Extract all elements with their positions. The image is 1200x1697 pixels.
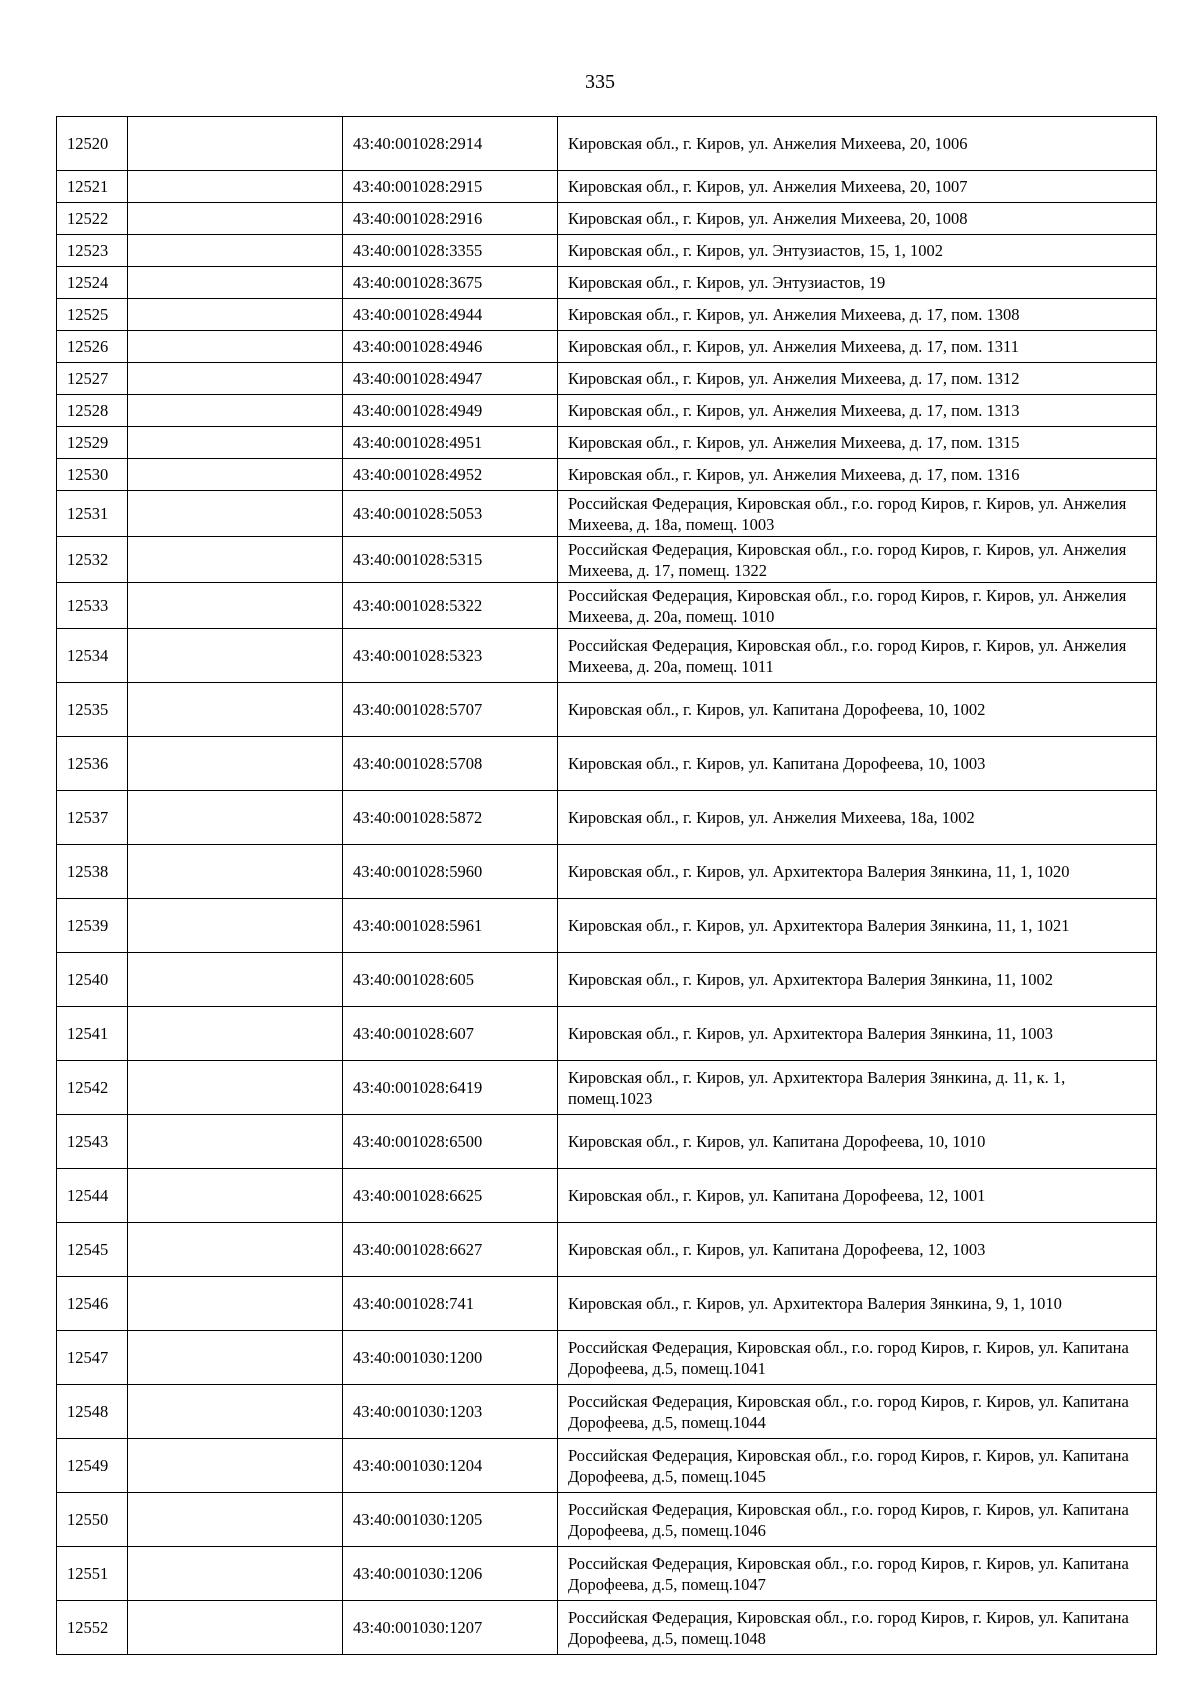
table-row: [57, 171, 1157, 203]
row-number: 12539: [57, 899, 128, 953]
table-row: [57, 1439, 1157, 1493]
table-row: [57, 459, 1157, 491]
table-row: [57, 737, 1157, 791]
address: Российская Федерация, Кировская обл., г.о. город Киров, г. Киров, ул. Капитана Дорофеева, д.5, помещ.1048: [558, 1601, 1157, 1655]
cadastral-number: 43:40:001030:1207: [343, 1601, 558, 1655]
cadastral-number: 43:40:001028:5323: [343, 629, 558, 683]
cadastral-number: 43:40:001030:1206: [343, 1547, 558, 1601]
owner-cell: [128, 953, 343, 1007]
table-row: [57, 1493, 1157, 1547]
cadastral-number: 43:40:001028:6625: [343, 1169, 558, 1223]
table-row: [57, 845, 1157, 899]
row-number: 12543: [57, 1115, 128, 1169]
table-row: [57, 683, 1157, 737]
owner-cell: [128, 537, 343, 583]
address: Кировская обл., г. Киров, ул. Капитана Дорофеева, 10, 1010: [558, 1115, 1157, 1169]
owner-cell: [128, 203, 343, 235]
address: Кировская обл., г. Киров, ул. Анжелия Михеева, д. 17, пом. 1312: [558, 363, 1157, 395]
table-row: [57, 491, 1157, 537]
address: Кировская обл., г. Киров, ул. Анжелия Михеева, д. 17, пом. 1316: [558, 459, 1157, 491]
table-row: [57, 899, 1157, 953]
owner-cell: [128, 1061, 343, 1115]
address: Кировская обл., г. Киров, ул. Анжелия Михеева, 20, 1007: [558, 171, 1157, 203]
address: Кировская обл., г. Киров, ул. Капитана Дорофеева, 12, 1001: [558, 1169, 1157, 1223]
owner-cell: [128, 1547, 343, 1601]
cadastral-number: 43:40:001030:1203: [343, 1385, 558, 1439]
cadastral-number: 43:40:001028:607: [343, 1007, 558, 1061]
row-number: 12529: [57, 427, 128, 459]
owner-cell: [128, 395, 343, 427]
row-number: 12547: [57, 1331, 128, 1385]
owner-cell: [128, 235, 343, 267]
owner-cell: [128, 1385, 343, 1439]
owner-cell: [128, 299, 343, 331]
row-number: 12550: [57, 1493, 128, 1547]
owner-cell: [128, 1493, 343, 1547]
row-number: 12526: [57, 331, 128, 363]
address: Российская Федерация, Кировская обл., г.о. город Киров, г. Киров, ул. Анжелия Михеева, д. 18а, помещ. 1003: [558, 491, 1157, 537]
registry-body: [57, 117, 1157, 1655]
address: Российская Федерация, Кировская обл., г.о. город Киров, г. Киров, ул. Капитана Дорофеева, д.5, помещ.1045: [558, 1439, 1157, 1493]
row-number: 12534: [57, 629, 128, 683]
row-number: 12520: [57, 117, 128, 171]
owner-cell: [128, 737, 343, 791]
table-row: [57, 583, 1157, 629]
address: Российская Федерация, Кировская обл., г.о. город Киров, г. Киров, ул. Анжелия Михеева, д. 17, помещ. 1322: [558, 537, 1157, 583]
address: Кировская обл., г. Киров, ул. Архитектора Валерия Зянкина, д. 11, к. 1, помещ.1023: [558, 1061, 1157, 1115]
owner-cell: [128, 1115, 343, 1169]
address: Кировская обл., г. Киров, ул. Капитана Дорофеева, 10, 1003: [558, 737, 1157, 791]
address: Российская Федерация, Кировская обл., г.о. город Киров, г. Киров, ул. Капитана Дорофеева, д.5, помещ.1047: [558, 1547, 1157, 1601]
cadastral-number: 43:40:001028:6500: [343, 1115, 558, 1169]
cadastral-number: 43:40:001028:5707: [343, 683, 558, 737]
cadastral-number: 43:40:001028:741: [343, 1277, 558, 1331]
cadastral-number: 43:40:001028:4947: [343, 363, 558, 395]
row-number: 12521: [57, 171, 128, 203]
cadastral-number: 43:40:001028:2916: [343, 203, 558, 235]
row-number: 12524: [57, 267, 128, 299]
table-row: [57, 1169, 1157, 1223]
address: Кировская обл., г. Киров, ул. Архитектора Валерия Зянкина, 11, 1002: [558, 953, 1157, 1007]
table-row: [57, 267, 1157, 299]
cadastral-number: 43:40:001028:2915: [343, 171, 558, 203]
row-number: 12533: [57, 583, 128, 629]
cadastral-number: 43:40:001028:4951: [343, 427, 558, 459]
owner-cell: [128, 459, 343, 491]
owner-cell: [128, 791, 343, 845]
cadastral-number: 43:40:001028:4949: [343, 395, 558, 427]
address: Российская Федерация, Кировская обл., г.о. город Киров, г. Киров, ул. Капитана Дорофеева, д.5, помещ.1044: [558, 1385, 1157, 1439]
address: Кировская обл., г. Киров, ул. Анжелия Михеева, д. 17, пом. 1315: [558, 427, 1157, 459]
owner-cell: [128, 583, 343, 629]
table-row: [57, 427, 1157, 459]
table-row: [57, 1601, 1157, 1655]
table-row: [57, 1385, 1157, 1439]
owner-cell: [128, 1439, 343, 1493]
address: Кировская обл., г. Киров, ул. Архитектора Валерия Зянкина, 9, 1, 1010: [558, 1277, 1157, 1331]
row-number: 12544: [57, 1169, 128, 1223]
cadastral-number: 43:40:001028:5315: [343, 537, 558, 583]
row-number: 12540: [57, 953, 128, 1007]
table-row: [57, 299, 1157, 331]
cadastral-number: 43:40:001028:4944: [343, 299, 558, 331]
row-number: 12523: [57, 235, 128, 267]
owner-cell: [128, 629, 343, 683]
row-number: 12525: [57, 299, 128, 331]
cadastral-number: 43:40:001028:5322: [343, 583, 558, 629]
cadastral-number: 43:40:001028:2914: [343, 117, 558, 171]
cadastral-number: 43:40:001030:1205: [343, 1493, 558, 1547]
row-number: 12541: [57, 1007, 128, 1061]
address: Кировская обл., г. Киров, ул. Энтузиастов, 15, 1, 1002: [558, 235, 1157, 267]
address: Кировская обл., г. Киров, ул. Архитектора Валерия Зянкина, 11, 1, 1021: [558, 899, 1157, 953]
owner-cell: [128, 491, 343, 537]
address: Кировская обл., г. Киров, ул. Анжелия Михеева, д. 17, пом. 1308: [558, 299, 1157, 331]
address: Кировская обл., г. Киров, ул. Капитана Дорофеева, 12, 1003: [558, 1223, 1157, 1277]
owner-cell: [128, 1223, 343, 1277]
table-row: [57, 395, 1157, 427]
row-number: 12545: [57, 1223, 128, 1277]
row-number: 12531: [57, 491, 128, 537]
cadastral-number: 43:40:001028:6627: [343, 1223, 558, 1277]
registry-table: [56, 116, 1157, 1655]
owner-cell: [128, 1007, 343, 1061]
row-number: 12522: [57, 203, 128, 235]
table-row: [57, 791, 1157, 845]
cadastral-number: 43:40:001028:5961: [343, 899, 558, 953]
cadastral-number: 43:40:001030:1204: [343, 1439, 558, 1493]
owner-cell: [128, 363, 343, 395]
address: Кировская обл., г. Киров, ул. Анжелия Михеева, 20, 1008: [558, 203, 1157, 235]
cadastral-number: 43:40:001028:5053: [343, 491, 558, 537]
row-number: 12546: [57, 1277, 128, 1331]
owner-cell: [128, 899, 343, 953]
cadastral-number: 43:40:001028:5960: [343, 845, 558, 899]
table-row: [57, 331, 1157, 363]
table-row: [57, 629, 1157, 683]
row-number: 12537: [57, 791, 128, 845]
table-row: [57, 117, 1157, 171]
cadastral-number: 43:40:001028:4946: [343, 331, 558, 363]
cadastral-number: 43:40:001028:6419: [343, 1061, 558, 1115]
row-number: 12527: [57, 363, 128, 395]
row-number: 12535: [57, 683, 128, 737]
table-row: [57, 1223, 1157, 1277]
table-row: [57, 1061, 1157, 1115]
owner-cell: [128, 427, 343, 459]
table-row: [57, 1547, 1157, 1601]
address: Кировская обл., г. Киров, ул. Энтузиастов, 19: [558, 267, 1157, 299]
address: Кировская обл., г. Киров, ул. Анжелия Михеева, д. 17, пом. 1313: [558, 395, 1157, 427]
address: Кировская обл., г. Киров, ул. Капитана Дорофеева, 10, 1002: [558, 683, 1157, 737]
cadastral-number: 43:40:001028:5872: [343, 791, 558, 845]
address: Кировская обл., г. Киров, ул. Анжелия Михеева, д. 17, пом. 1311: [558, 331, 1157, 363]
row-number: 12538: [57, 845, 128, 899]
address: Российская Федерация, Кировская обл., г.о. город Киров, г. Киров, ул. Капитана Дорофеева, д.5, помещ.1041: [558, 1331, 1157, 1385]
owner-cell: [128, 1601, 343, 1655]
address: Российская Федерация, Кировская обл., г.о. город Киров, г. Киров, ул. Анжелия Михеева, д. 20а, помещ. 1010: [558, 583, 1157, 629]
row-number: 12548: [57, 1385, 128, 1439]
row-number: 12530: [57, 459, 128, 491]
owner-cell: [128, 1277, 343, 1331]
cadastral-number: 43:40:001028:3355: [343, 235, 558, 267]
owner-cell: [128, 1169, 343, 1223]
cadastral-number: 43:40:001028:5708: [343, 737, 558, 791]
table-row: [57, 235, 1157, 267]
table-row: [57, 953, 1157, 1007]
table-row: [57, 537, 1157, 583]
address: Кировская обл., г. Киров, ул. Анжелия Михеева, 18а, 1002: [558, 791, 1157, 845]
table-row: [57, 1277, 1157, 1331]
row-number: 12542: [57, 1061, 128, 1115]
owner-cell: [128, 171, 343, 203]
address: Российская Федерация, Кировская обл., г.о. город Киров, г. Киров, ул. Капитана Дорофеева, д.5, помещ.1046: [558, 1493, 1157, 1547]
address: Российская Федерация, Кировская обл., г.о. город Киров, г. Киров, ул. Анжелия Михеева, д. 20а, помещ. 1011: [558, 629, 1157, 683]
owner-cell: [128, 845, 343, 899]
owner-cell: [128, 117, 343, 171]
page-number: 335: [585, 71, 615, 93]
owner-cell: [128, 1331, 343, 1385]
owner-cell: [128, 683, 343, 737]
cadastral-number: 43:40:001028:3675: [343, 267, 558, 299]
address: Кировская обл., г. Киров, ул. Архитектора Валерия Зянкина, 11, 1, 1020: [558, 845, 1157, 899]
row-number: 12549: [57, 1439, 128, 1493]
table-row: [57, 1007, 1157, 1061]
cadastral-number: 43:40:001030:1200: [343, 1331, 558, 1385]
row-number: 12532: [57, 537, 128, 583]
table-row: [57, 1115, 1157, 1169]
table-row: [57, 203, 1157, 235]
table-row: [57, 1331, 1157, 1385]
address: Кировская обл., г. Киров, ул. Архитектора Валерия Зянкина, 11, 1003: [558, 1007, 1157, 1061]
row-number: 12551: [57, 1547, 128, 1601]
owner-cell: [128, 331, 343, 363]
cadastral-number: 43:40:001028:4952: [343, 459, 558, 491]
address: Кировская обл., г. Киров, ул. Анжелия Михеева, 20, 1006: [558, 117, 1157, 171]
table-row: [57, 363, 1157, 395]
row-number: 12528: [57, 395, 128, 427]
row-number: 12536: [57, 737, 128, 791]
owner-cell: [128, 267, 343, 299]
cadastral-number: 43:40:001028:605: [343, 953, 558, 1007]
row-number: 12552: [57, 1601, 128, 1655]
